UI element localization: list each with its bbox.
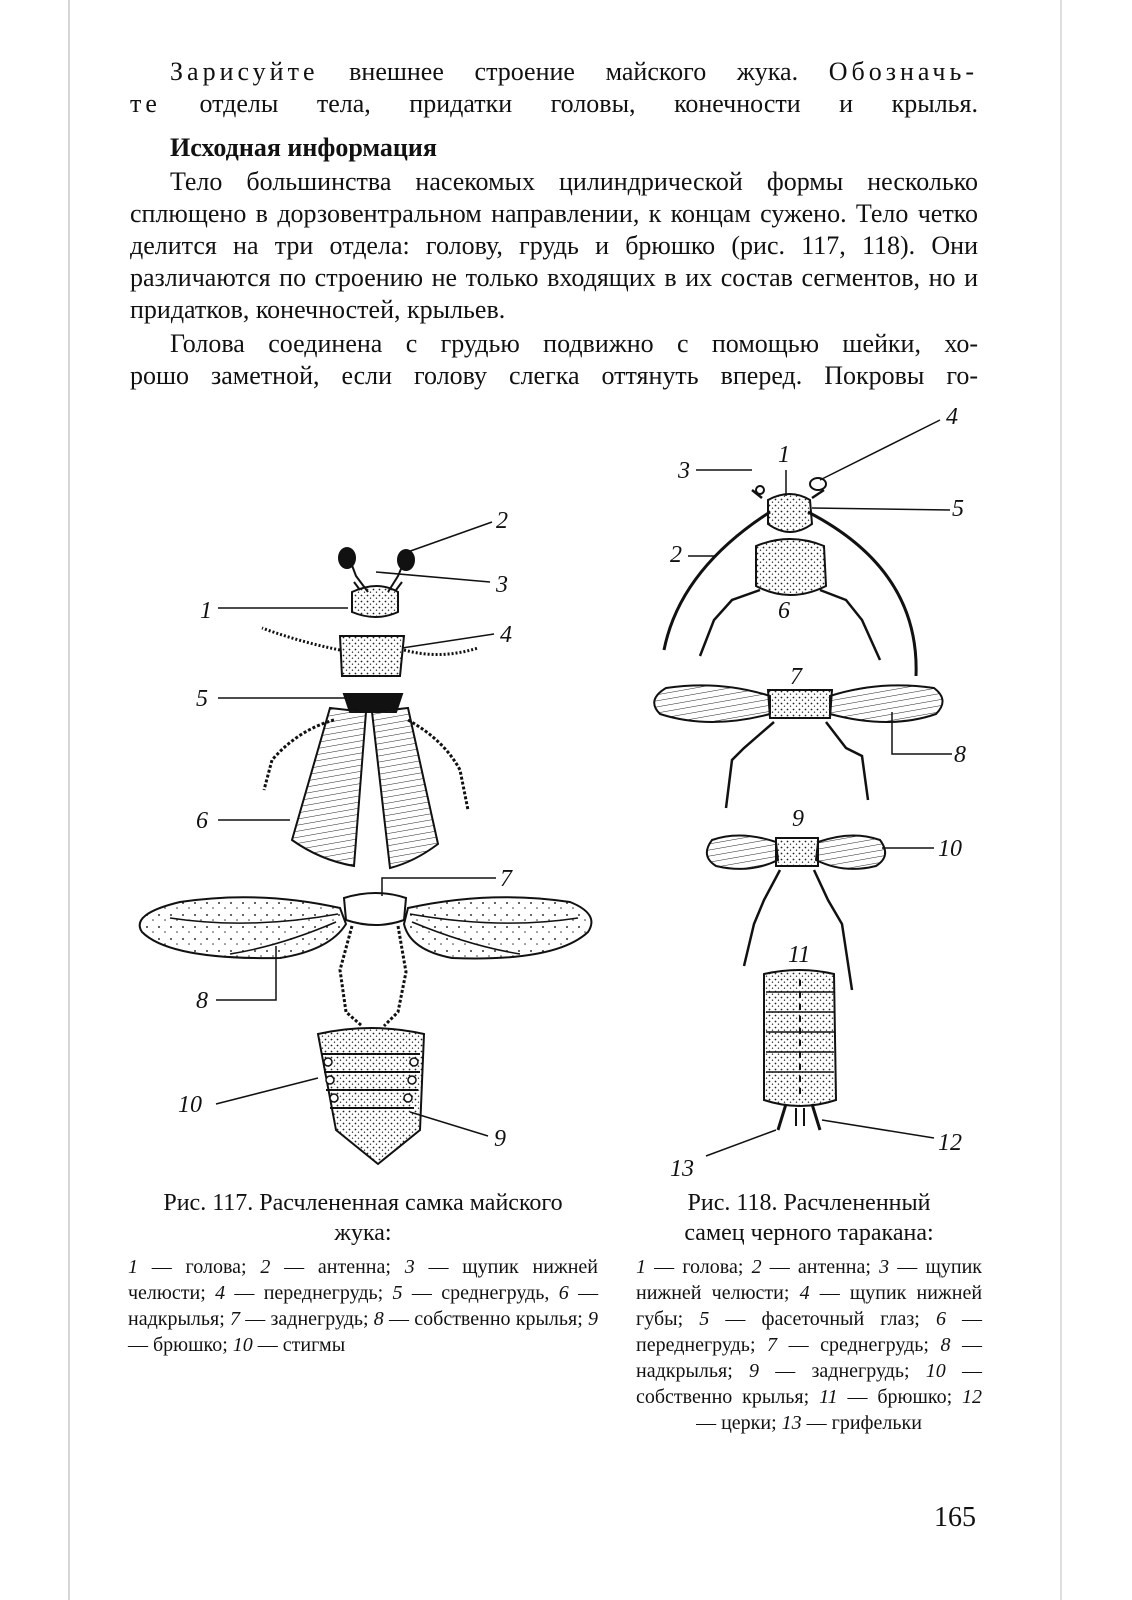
fig118-label-13: 13 <box>670 1156 694 1182</box>
fig118-legend-item: 12 — церки; <box>696 1386 983 1434</box>
fig118-legend-text: грифельки <box>831 1412 922 1434</box>
fig117-label-6: 6 <box>196 808 208 834</box>
fig118-label-2: 2 <box>670 542 682 568</box>
fig117-legend-num: 10 <box>232 1334 253 1356</box>
fig118-legend-item: 1 — голова; <box>636 1256 744 1278</box>
fig118-legend-num: 1 <box>636 1256 646 1278</box>
fig118-legend-item: 13 — грифельки <box>781 1412 922 1434</box>
fig118-legend-item: 4 — щупик нижней губы; <box>636 1282 983 1330</box>
fig118-legend-text: брюшко <box>877 1386 947 1408</box>
beetle-elytron-right <box>372 708 438 868</box>
fig117-legend-text: голова <box>185 1256 242 1278</box>
roach-head <box>768 494 812 532</box>
fig117-label-8: 8 <box>196 988 208 1014</box>
fig117-legend-num: 1 <box>128 1256 138 1278</box>
fig117-legend-num: 3 <box>404 1256 415 1278</box>
roach-prothorax <box>756 539 826 595</box>
fig118-legend <box>636 1254 982 1436</box>
task-word-draw: Зарисуйте <box>170 57 319 86</box>
roach-mesothorax <box>768 690 832 718</box>
fig117-legend-num: 4 <box>215 1282 226 1304</box>
fig118-legend-item: 2 — антенна; <box>751 1256 871 1278</box>
fig117-legend-item: 10 — стигмы <box>232 1334 346 1356</box>
task-word-mark: Обозначь- <box>828 57 979 86</box>
fig118-legend-text: щупик нижней губы <box>636 1282 983 1330</box>
fig118-legend-num: 12 <box>962 1386 983 1408</box>
fig118-label-7: 7 <box>790 664 802 690</box>
fig117-legend-text: надкрылья <box>128 1308 220 1330</box>
fig118-legend-text: собственно крылья <box>636 1386 804 1408</box>
fig117-legend-item: 5 — среднегрудь, <box>392 1282 550 1304</box>
task-line-2-text: отделы тела, придатки головы, конечности и крылья. <box>199 89 978 118</box>
fig117-legend-num: 2 <box>260 1256 271 1278</box>
fig118-legend-item: 5 — фасеточный глаз; <box>699 1308 920 1330</box>
fig118-label-3: 3 <box>678 458 690 484</box>
roach-metathorax <box>776 838 818 866</box>
fig118-legend-item: 10 — собственно крылья; <box>636 1360 983 1408</box>
fig118-legend-item: 8 — надкрылья; <box>636 1334 983 1382</box>
fig117-legend-text: собственно крылья <box>414 1308 578 1330</box>
roach-tegmen-right <box>830 685 943 722</box>
fig118-label-12: 12 <box>938 1130 962 1156</box>
fig117-caption-line-2: жука: <box>334 1220 392 1246</box>
fig118-legend-num: 11 <box>819 1386 838 1408</box>
fig118-caption-line-2: самец черного таракана: <box>684 1220 934 1246</box>
paragraph-1: Тело большинства насекомых цилиндрической формы несколько сплющено в дорзовентральном направлении, к концам сужено. Тело четко делится на три отдела: голову, грудь и брюшко (рис. 117, 118). Они различаются по строению не только входящих в их состав сегментов, но и придатков, конечностей, крыльев. <box>130 167 978 324</box>
fig117-label-4: 4 <box>500 622 512 648</box>
roach-antenna-left <box>664 512 770 650</box>
fig118-label-11: 11 <box>788 942 811 968</box>
fig118-legend-text: переднегрудь <box>636 1334 750 1356</box>
fig117-legend-item: 8 — собственно крылья; <box>373 1308 583 1330</box>
fig118-legend-num: 2 <box>751 1256 762 1278</box>
fig117-legend-text: среднегрудь <box>441 1282 545 1304</box>
fig117-label-2: 2 <box>496 508 508 534</box>
page-number: 165 <box>934 1502 976 1533</box>
fig117-label-9: 9 <box>494 1126 506 1152</box>
fig117-caption-line-1: Рис. 117. Расчлененная самка майского <box>163 1190 563 1216</box>
fig117-legend-item: 6 — надкрылья; <box>128 1282 599 1330</box>
task-word-te: те <box>130 89 161 118</box>
fig118-legend-text: щупик нижней челюсти <box>636 1256 982 1304</box>
fig118-drawing <box>654 478 942 1130</box>
fig118-legend-text: среднегрудь <box>820 1334 924 1356</box>
roach-tegmen-left <box>654 685 770 722</box>
fig117-legend-num: 6 <box>558 1282 569 1304</box>
fig118-legend-text: антенна <box>797 1256 866 1278</box>
fig117-legend-text: стигмы <box>282 1334 346 1356</box>
fig117-legend-num: 8 <box>373 1308 384 1330</box>
fig118-label-4: 4 <box>946 404 958 430</box>
fig117-legend-item: 9 — брюшко; <box>128 1308 599 1356</box>
fig118-legend-num: 3 <box>879 1256 890 1278</box>
beetle-prothorax <box>340 636 404 676</box>
fig118-label-1: 1 <box>778 442 790 468</box>
roach-antenna-right <box>808 512 916 676</box>
fig117-legend-text: переднегрудь <box>263 1282 378 1304</box>
fig118-legend-item: 9 — заднегрудь; <box>749 1360 910 1382</box>
fig118-legend-num: 10 <box>925 1360 946 1382</box>
paragraph-2-line-1: Голова соединена с грудью подвижно с помощью шейки, хо- <box>170 329 978 358</box>
fig117-label-5: 5 <box>196 686 208 712</box>
fig117-legend-num: 9 <box>588 1308 599 1330</box>
fig117-legend-text: антенна <box>317 1256 386 1278</box>
fig117-label-3: 3 <box>496 572 508 598</box>
fig118-legend-num: 8 <box>940 1334 951 1356</box>
fig117-legend-num: 5 <box>392 1282 403 1304</box>
fig117-legend-text: заднегрудь <box>270 1308 363 1330</box>
fig117-legend-item: 1 — голова; <box>128 1256 247 1278</box>
fig118-legend-text: фасеточный глаз <box>761 1308 915 1330</box>
paragraph-2-line-2: рошо заметной, если голову слегка оттянуть вперед. Покровы го- <box>130 361 978 390</box>
fig117-legend-num: 7 <box>230 1308 241 1330</box>
fig117-label-10: 10 <box>178 1092 202 1118</box>
task-line-1-text: внешнее строение майского жука. <box>349 57 799 86</box>
fig117-legend-text: щупик нижней челюсти <box>128 1256 599 1304</box>
fig117-drawing <box>140 548 592 1164</box>
fig117-legend-item: 7 — заднегрудь; <box>230 1308 369 1330</box>
fig117-legend-item: 4 — переднегрудь; <box>215 1282 384 1304</box>
fig118-legend-text: надкрылья <box>636 1360 728 1382</box>
fig118-legend-text: церки <box>721 1412 772 1434</box>
fig118-legend-item: 7 — среднегрудь; <box>767 1334 929 1356</box>
fig118-label-5: 5 <box>952 496 964 522</box>
fig118-caption-line-1: Рис. 118. Расчлененный <box>687 1190 931 1216</box>
fig118-legend-num: 13 <box>781 1412 802 1434</box>
fig118-legend-text: голова <box>682 1256 738 1278</box>
fig118-legend-text: заднегрудь <box>811 1360 904 1382</box>
fig118-label-8: 8 <box>954 742 966 768</box>
fig118-label-10: 10 <box>938 836 962 862</box>
fig117-legend-item: 2 — антенна; <box>260 1256 391 1278</box>
fig117-label-7: 7 <box>500 866 512 892</box>
beetle-metathorax <box>344 893 406 925</box>
roach-wing-right <box>816 835 885 868</box>
fig118-legend-num: 7 <box>767 1334 778 1356</box>
fig118-legend-num: 5 <box>699 1308 710 1330</box>
fig118-legend-item: 11 — брюшко; <box>819 1386 953 1408</box>
fig118-caption <box>636 1188 982 1248</box>
roach-wing-left <box>707 835 778 868</box>
roach-abdomen <box>764 970 836 1106</box>
fig118-legend-num: 6 <box>935 1308 946 1330</box>
fig118-legend-item: 6 — переднегрудь; <box>636 1308 983 1356</box>
fig117-label-1: 1 <box>200 598 212 624</box>
section-heading: Исходная информация <box>170 133 437 162</box>
beetle-head <box>352 586 398 617</box>
fig117-legend-text: брюшко <box>153 1334 223 1356</box>
fig117-caption <box>128 1188 598 1248</box>
fig118-legend-num: 4 <box>799 1282 810 1304</box>
fig118-legend-item: 3 — щупик нижней челюсти; <box>636 1256 982 1304</box>
fig118-label-6: 6 <box>778 598 790 624</box>
fig117-legend <box>128 1254 598 1358</box>
fig117-legend-item: 3 — щупик нижней челюсти; <box>128 1256 599 1304</box>
beetle-wing-left <box>140 897 346 958</box>
fig118-legend-num: 9 <box>749 1360 760 1382</box>
fig118-label-9: 9 <box>792 806 804 832</box>
